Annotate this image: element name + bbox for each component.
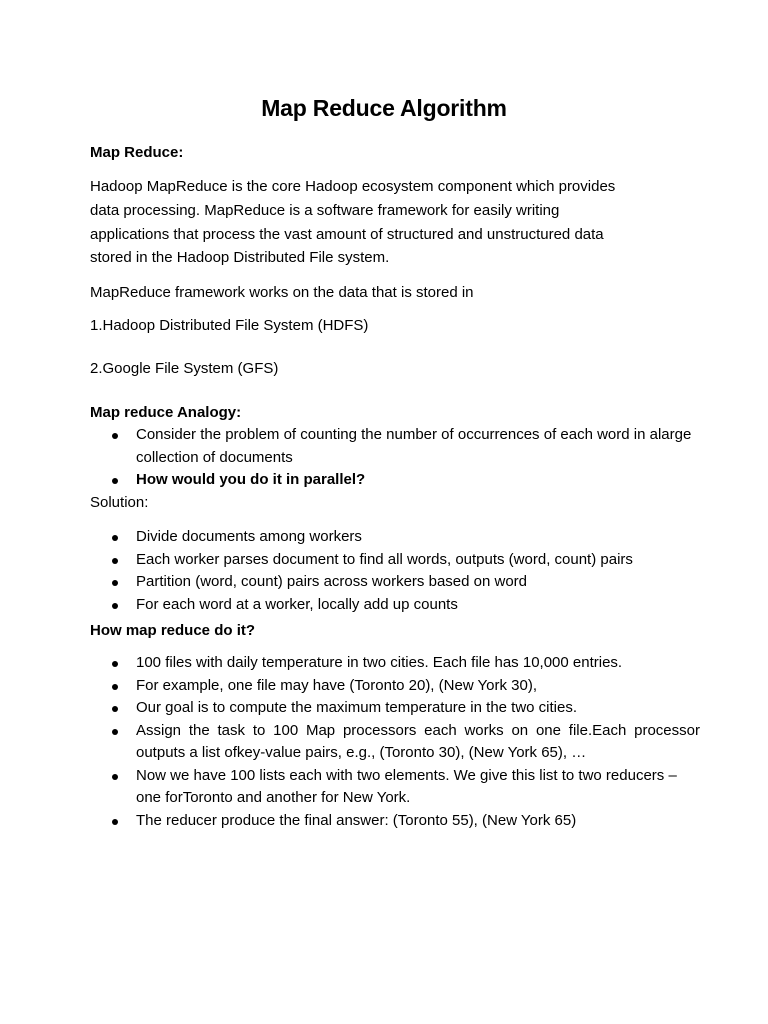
storage-item-hdfs: 1.Hadoop Distributed File System (HDFS)	[90, 317, 369, 334]
bullet-icon	[112, 684, 118, 690]
list-item	[90, 720, 700, 765]
list-item	[90, 526, 700, 549]
intro-paragraph	[90, 175, 690, 270]
solution-label: Solution:	[90, 494, 149, 511]
bullet-icon	[112, 774, 118, 780]
list-item-text: Now we have 100 lists each with two elements. We give this list to two reducers – one forToronto and another for New York.	[136, 766, 677, 806]
list-item	[90, 810, 700, 833]
list-item-text: Our goal is to compute the maximum temperature in the two cities.	[136, 699, 578, 716]
list-item-text: Each worker parses document to find all words, outputs (word, count) pairs	[136, 550, 633, 568]
list-item	[90, 549, 700, 572]
bullet-icon	[112, 433, 118, 439]
list-item	[90, 765, 700, 810]
bullet-icon	[112, 478, 118, 484]
paragraph-line: Hadoop MapReduce is the core Hadoop ecosystem component which provides	[90, 178, 616, 195]
bullet-icon	[112, 603, 118, 609]
list-item-text: How would you do it in parallel?	[136, 471, 366, 488]
bullet-icon	[112, 729, 118, 735]
paragraph-line: stored in the Hadoop Distributed File system.	[90, 249, 390, 267]
page-title: Map Reduce Algorithm	[261, 95, 507, 121]
list-item-text: Assign the task to 100 Map processors each works on one file.Each processor outputs a list ofkey-value pairs, e.g., (Toronto 30), (New York 65), …	[136, 721, 700, 761]
paragraph-line: applications that process the vast amount of structured and unstructured data	[90, 225, 604, 243]
list-item-text: The reducer produce the final answer: (Toronto 55), (New York 65)	[136, 811, 577, 829]
how-list	[90, 652, 700, 832]
bullet-icon	[112, 661, 118, 667]
list-item	[90, 675, 700, 698]
bullet-icon	[112, 819, 118, 825]
list-item-text: 100 files with daily temperature in two cities. Each file has 10,000 entries.	[136, 654, 623, 671]
bullet-icon	[112, 558, 118, 564]
bullet-icon	[112, 535, 118, 541]
list-item	[90, 469, 700, 492]
list-item	[90, 571, 700, 594]
list-item	[90, 697, 700, 720]
bullet-icon	[112, 706, 118, 712]
list-item-text: Consider the problem of counting the number of occurrences of each word in alarge collection of documents	[136, 426, 692, 466]
solution-list	[90, 526, 700, 616]
list-item	[90, 424, 700, 469]
list-item-text: Partition (word, count) pairs across workers based on word	[136, 573, 527, 590]
list-item-text: Divide documents among workers	[136, 528, 362, 545]
list-item-text: For example, one file may have (Toronto 20), (New York 30),	[136, 676, 538, 694]
list-item	[90, 594, 700, 617]
analogy-list	[90, 424, 700, 492]
section-heading-map-reduce: Map Reduce:	[90, 144, 184, 161]
framework-intro: MapReduce framework works on the data that is stored in	[90, 284, 474, 301]
bullet-icon	[112, 580, 118, 586]
section-heading-how: How map reduce do it?	[90, 622, 256, 639]
section-heading-analogy: Map reduce Analogy:	[90, 404, 242, 421]
list-item-text: For each word at a worker, locally add up counts	[136, 595, 458, 613]
storage-item-gfs: 2.Google File System (GFS)	[90, 360, 279, 377]
paragraph-line: data processing. MapReduce is a software framework for easily writing	[90, 201, 560, 219]
list-item	[90, 652, 700, 675]
